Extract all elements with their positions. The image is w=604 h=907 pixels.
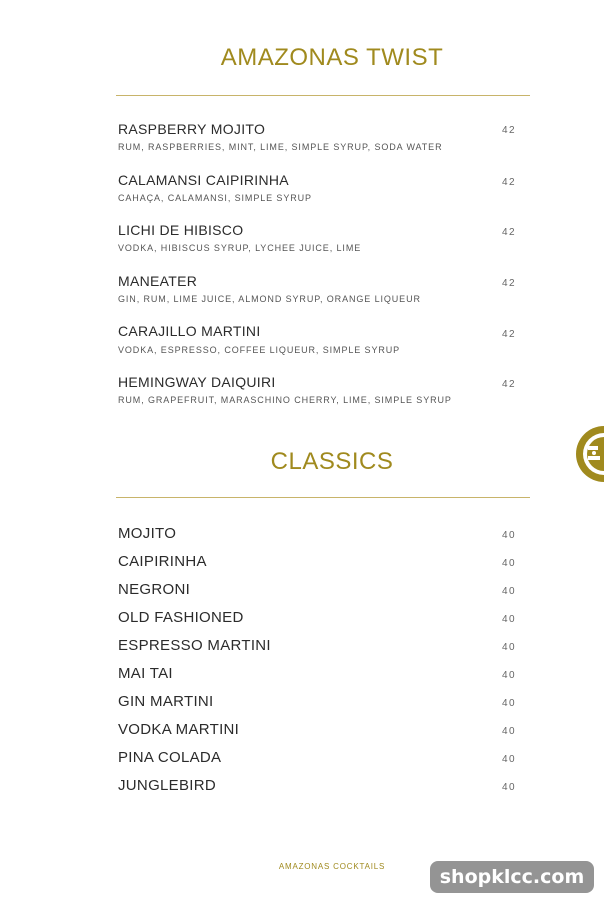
section-title-amazonas-twist: AMAZONAS TWIST: [220, 44, 444, 71]
item-name: RASPBERRY MOJITO: [118, 121, 266, 137]
item-price: 40: [502, 642, 517, 653]
item-name: LICHI DE HIBISCO: [118, 222, 244, 238]
item-description: VODKA, ESPRESSO, COFFEE LIQUEUR, SIMPLE SYRUP: [118, 345, 401, 355]
item-price: 40: [502, 670, 517, 681]
amazonas-emblem-icon: [574, 424, 604, 484]
item-name: CAIPIRINHA: [118, 553, 207, 570]
item-price: 42: [502, 227, 517, 238]
item-name: PINA COLADA: [118, 749, 222, 766]
item-name: MAI TAI: [118, 665, 173, 682]
item-description: RUM, RASPBERRIES, MINT, LIME, SIMPLE SYRUP, SODA WATER: [118, 142, 443, 152]
item-price: 40: [502, 698, 517, 709]
item-name: GIN MARTINI: [118, 693, 214, 710]
item-name: MANEATER: [118, 273, 198, 289]
item-price: 40: [502, 614, 517, 625]
item-price: 40: [502, 558, 517, 569]
item-price: 42: [502, 125, 517, 136]
item-price: 42: [502, 278, 517, 289]
section-divider: [116, 95, 530, 96]
item-price: 40: [502, 586, 517, 597]
item-price: 42: [502, 379, 517, 390]
item-name: CARAJILLO MARTINI: [118, 323, 261, 339]
item-name: JUNGLEBIRD: [118, 777, 217, 794]
watermark-badge: shopklcc.com: [430, 861, 594, 893]
item-price: 42: [502, 329, 517, 340]
item-price: 40: [502, 782, 517, 793]
item-description: GIN, RUM, LIME JUICE, ALMOND SYRUP, ORANGE LIQUEUR: [118, 294, 421, 304]
item-name: VODKA MARTINI: [118, 721, 240, 738]
item-name: OLD FASHIONED: [118, 609, 244, 626]
item-name: CALAMANSI CAIPIRINHA: [118, 172, 289, 188]
item-price: 40: [502, 726, 517, 737]
item-price: 40: [502, 530, 517, 541]
item-name: ESPRESSO MARTINI: [118, 637, 271, 654]
item-name: MOJITO: [118, 525, 177, 542]
footer-brand: AMAZONAS COCKTAILS: [278, 862, 386, 871]
section-title-classics: CLASSICS: [270, 448, 394, 475]
item-description: CAHAÇA, CALAMANSI, SIMPLE SYRUP: [118, 193, 312, 203]
item-price: 40: [502, 754, 517, 765]
item-description: RUM, GRAPEFRUIT, MARASCHINO CHERRY, LIME, SIMPLE SYRUP: [118, 395, 452, 405]
item-name: NEGRONI: [118, 581, 191, 598]
item-price: 42: [502, 177, 517, 188]
section-divider: [116, 497, 530, 498]
item-description: VODKA, HIBISCUS SYRUP, LYCHEE JUICE, LIME: [118, 243, 362, 253]
item-name: HEMINGWAY DAIQUIRI: [118, 374, 276, 390]
